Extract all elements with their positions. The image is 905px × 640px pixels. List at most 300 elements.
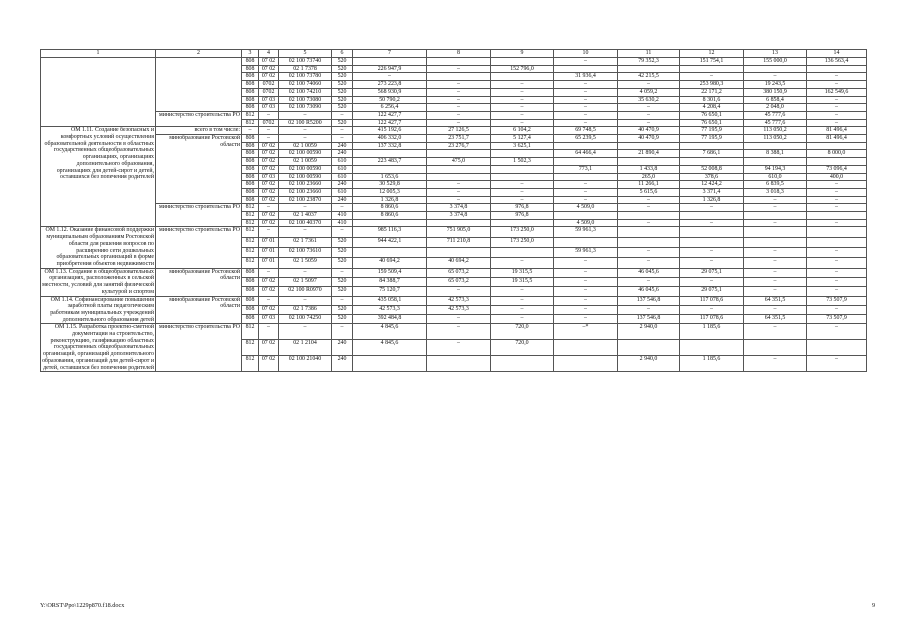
table-cell: 46 045,6 [618,287,680,296]
table-cell: – [554,88,618,96]
table-cell: 12 424,2 [680,181,744,189]
table-cell [427,58,491,66]
measure-title: ОМ 1.12. Оказание финансовой поддержки муниципальным образованиям Ростовской области для решения вопросов по расширению сети дошкольных образовательных организаций в форме приобретения объектов недвижимости [41,227,156,268]
table-cell: 4 509,0 [554,219,618,227]
table-cell: – [618,219,680,227]
table-cell: – [807,73,867,81]
table-cell [680,158,744,166]
table-cell: 45 777,6 [744,111,807,119]
table-cell: – [554,181,618,189]
table-cell: 02 1 7378 [279,65,332,73]
table-cell: 0702 [259,119,279,127]
table-cell: 2 940,0 [618,324,680,340]
table-cell: 07 02 [259,65,279,73]
table-cell: 0702 [259,81,279,89]
table-cell: – [427,104,491,112]
table-cell [353,165,427,173]
table-cell: 812 [242,324,259,340]
table-cell: 07 02 [259,165,279,173]
table-cell: 02 1 5059 [279,258,332,268]
table-cell: – [332,111,353,119]
table-cell: 29 075,1 [680,287,744,296]
table-cell: 808 [242,315,259,324]
measure-title: ОМ 1.15. Разработка проектно-сметной документации на строительство, реконструкцию, газификацию областных государственных общеобразовательных организаций, организаций дополнительного образования, организаций для детей-сирот и детей, оставшихся без попечения родителей [42,324,154,371]
table-cell: 520 [332,119,353,127]
table-cell: 240 [332,340,353,356]
table-cell: 7 686,1 [680,150,744,158]
table-cell: 520 [332,88,353,96]
table-cell: 773,1 [554,165,618,173]
table-cell: 812 [242,340,259,356]
table-cell: – [618,196,680,204]
table-cell: 02 1 4037 [279,212,332,220]
table-cell: – [279,296,332,305]
table-cell: – [807,258,867,268]
table-cell: – [807,104,867,112]
executor-name: минобразование Ростовской области [156,296,242,324]
table-cell: 42 215,5 [618,73,680,81]
table-cell [491,356,554,372]
table-cell: 69 748,5 [554,127,618,135]
column-header: 3 [242,50,259,58]
table-cell: 02 100 23660 [279,181,332,189]
table-cell: 812 [242,248,259,258]
table-cell: 122 427,7 [353,111,427,119]
table-cell [744,227,807,237]
table-cell [744,65,807,73]
table-cell: – [554,287,618,296]
table-cell: 59 961,3 [554,248,618,258]
executor-name: министерство строительства РО [156,324,242,372]
table-cell: – [554,81,618,89]
table-cell: 3 018,3 [744,188,807,196]
table-cell: 378,6 [680,173,744,181]
table-cell: 07 02 [259,340,279,356]
table-cell: 4 208,4 [680,104,744,112]
table-cell: – [807,96,867,104]
table-cell: 812 [242,204,259,212]
table-cell [618,340,680,356]
table-cell: – [807,196,867,204]
table-cell: – [680,248,744,258]
table-cell: 07 02 [259,287,279,296]
table-cell: – [259,324,279,340]
table-cell: 435 058,1 [353,296,427,305]
table-cell: – [680,305,744,314]
table-cell: 64 466,4 [554,150,618,158]
column-header: 2 [156,50,242,58]
table-cell: 40 694,2 [427,258,491,268]
table-cell [618,212,680,220]
table-cell: 808 [242,268,259,277]
table-row [41,268,867,277]
table-cell: – [807,119,867,127]
table-cell: – [259,127,279,135]
table-cell: – [332,204,353,212]
executor-name: министерство строительства РО [156,227,242,268]
column-header: 10 [554,50,618,58]
table-cell: 45 777,6 [744,119,807,127]
table-cell: 520 [332,305,353,314]
table-cell: 07 03 [259,96,279,104]
table-cell: 4 509,0 [554,204,618,212]
table-cell: – [259,227,279,237]
table-cell: 22 171,2 [680,88,744,96]
table-cell: – [618,248,680,258]
table-cell: 07 03 [259,315,279,324]
table-cell: 117 078,6 [680,315,744,324]
table-cell: – [680,204,744,212]
table-cell: 02 1 7386 [279,305,332,314]
table-cell [618,227,680,237]
table-cell [680,65,744,73]
table-cell: 812 [242,258,259,268]
table-cell: 02 100 R5200 [279,119,332,127]
table-cell [353,356,427,372]
table-cell: – [427,315,491,324]
table-cell [554,237,618,247]
column-header: 6 [332,50,353,58]
table-cell [427,150,491,158]
table-cell: 02 1 0059 [279,142,332,150]
table-cell: 07 02 [259,181,279,189]
table-cell: 240 [332,142,353,150]
table-cell: – [353,73,427,81]
table-cell: – [491,296,554,305]
table-cell: 159 509,4 [353,268,427,277]
table-cell [680,212,744,220]
table-cell: 02 1 2104 [279,340,332,356]
table-cell: – [744,287,807,296]
table-cell: 94 194,3 [744,165,807,173]
table-cell: 520 [332,258,353,268]
table-cell: 812 [242,111,259,119]
table-cell: 137 546,8 [618,296,680,305]
table-cell: 520 [332,248,353,258]
table-cell: 07 02 [259,150,279,158]
table-cell: – [554,196,618,204]
table-cell: 29 075,1 [680,268,744,277]
table-cell [491,73,554,81]
table-cell: – [807,287,867,296]
table-cell: – [279,227,332,237]
table-cell: 751 905,0 [427,227,491,237]
table-cell: 808 [242,142,259,150]
table-cell [744,212,807,220]
table-cell: – [427,188,491,196]
table-cell [744,340,807,356]
table-cell [680,142,744,150]
table-cell [807,142,867,150]
table-cell: 8 860,6 [353,204,427,212]
table-cell: 520 [332,237,353,247]
table-cell: 226 947,9 [353,65,427,73]
table-cell: 273 223,8 [353,81,427,89]
table-cell: 985 116,3 [353,227,427,237]
table-cell: 520 [332,104,353,112]
table-cell: – [807,277,867,286]
table-cell: – [618,204,680,212]
table-cell: 02 100 74210 [279,88,332,96]
table-cell: 40 470,9 [618,135,680,143]
table-cell [744,158,807,166]
table-cell: 223 483,7 [353,158,427,166]
table-cell: 808 [242,181,259,189]
table-row [41,296,867,305]
table-cell: – [491,88,554,96]
table-cell [554,65,618,73]
table-cell: 19 315,5 [491,277,554,286]
table-cell [807,212,867,220]
table-cell: – [554,96,618,104]
table-cell: – [427,96,491,104]
table-cell: 40 470,9 [618,127,680,135]
table-cell: – [332,227,353,237]
table-cell: 720,0 [491,340,554,356]
table-cell [427,356,491,372]
table-cell: 02 100 21040 [279,356,332,372]
table-cell: – [618,119,680,127]
table-cell [353,58,427,66]
table-cell [554,212,618,220]
measure-title: ОМ 1.11. Создание безопасных и комфортных условий осуществления образовательной деятельности в областных государственных общеобразовательных организациях, организациях дополнительного образования, организациях для детей-сирот и детей, оставшихся без попечения родителей [41,127,156,227]
table-cell: 42 573,3 [427,305,491,314]
table-cell: – [332,324,353,340]
table-cell: 02 100 74060 [279,81,332,89]
table-cell: 8 000,0 [807,150,867,158]
table-cell: 07 01 [259,248,279,258]
table-cell [554,142,618,150]
table-cell: 520 [332,65,353,73]
table-cell [427,173,491,181]
table-cell: 8 860,6 [353,212,427,220]
table-cell [807,227,867,237]
table-cell: 610,0 [744,173,807,181]
table-cell: 253 980,3 [680,81,744,89]
table-cell: 65 073,2 [427,268,491,277]
table-cell: – [259,268,279,277]
table-cell [618,142,680,150]
table-cell: 6 256,4 [353,104,427,112]
table-cell: – [332,127,353,135]
table-cell: 520 [332,96,353,104]
table-cell [618,158,680,166]
table-cell: 1 185,6 [680,324,744,340]
table-cell: – [491,258,554,268]
table-cell: 02 100 73090 [279,104,332,112]
table-cell: 808 [242,96,259,104]
table-cell: 27 126,5 [427,127,491,135]
table-cell: 808 [242,287,259,296]
measure-title: ОМ 1.13. Создание в общеобразовательных организациях, расположенных в сельской местности, условий для занятий физической культурой и спортом [42,268,154,295]
table-cell: 07 02 [259,58,279,66]
table-cell: – [491,96,554,104]
table-cell: 02 100 73080 [279,96,332,104]
table-cell: – [491,104,554,112]
table-cell [554,356,618,372]
table-cell: 812 [242,119,259,127]
table-cell: – [279,204,332,212]
table-cell: 07 02 [259,142,279,150]
table-row [41,227,867,237]
table-cell: – [332,135,353,143]
table-cell: 02 1 5097 [279,277,332,286]
table-cell: – [807,268,867,277]
table-cell: 0702 [259,88,279,96]
table-cell: 520 [332,277,353,286]
table-cell: 02 100 23870 [279,196,332,204]
table-cell: 520 [332,73,353,81]
table-cell: – [680,258,744,268]
table-cell: 64 351,5 [744,315,807,324]
table-cell: 520 [332,81,353,89]
table-cell: – [332,268,353,277]
table-cell: – [554,188,618,196]
table-cell: 11 266,1 [618,181,680,189]
table-cell [491,219,554,227]
table-cell: – [259,296,279,305]
table-cell: – [807,219,867,227]
table-cell: 155 000,0 [744,58,807,66]
table-cell: – [744,356,807,372]
table-cell: 07 01 [259,258,279,268]
table-cell: 31 936,4 [554,73,618,81]
table-row [41,111,867,119]
table-cell: 1 502,3 [491,158,554,166]
table-cell: 152 796,0 [491,65,554,73]
column-header: 1 [41,50,156,58]
table-cell: – [491,287,554,296]
table-cell: – [807,81,867,89]
table-cell: 02 100 00590 [279,173,332,181]
table-cell: – [427,287,491,296]
table-cell: 42 573,3 [427,296,491,305]
table-cell: 35 630,2 [618,96,680,104]
column-header: 8 [427,50,491,58]
table-cell: – [427,81,491,89]
table-cell: 380 150,9 [744,88,807,96]
table-cell: – [744,305,807,314]
table-cell: 808 [242,88,259,96]
table-cell: – [491,119,554,127]
table-cell: 137 332,8 [353,142,427,150]
table-cell: – [259,111,279,119]
table-cell: 113 050,2 [744,135,807,143]
table-cell: – [807,356,867,372]
table-cell: – [744,324,807,340]
table-cell: 610 [332,165,353,173]
table-cell: – [618,277,680,286]
table-cell: 808 [242,104,259,112]
table-cell: – [744,73,807,81]
table-cell: – [427,340,491,356]
table-cell: 2 940,0 [618,356,680,372]
table-cell: 76 650,1 [680,111,744,119]
table-cell: – [427,119,491,127]
table-cell: 610 [332,173,353,181]
table-cell: 21 890,4 [618,150,680,158]
table-cell: 02 100 73740 [279,58,332,66]
table-cell: – [279,268,332,277]
table-cell: 808 [242,277,259,286]
table-cell: – [427,88,491,96]
table-cell: 1 326,8 [353,196,427,204]
table-cell: 73 507,9 [807,296,867,305]
table-cell [554,173,618,181]
table-cell: – [554,315,618,324]
table-cell: 3 371,4 [680,188,744,196]
table-cell: 6 839,5 [744,181,807,189]
page-number: 9 [872,602,876,609]
table-cell [680,237,744,247]
table-cell [618,237,680,247]
table-cell: 808 [242,196,259,204]
table-cell: 4 845,6 [353,324,427,340]
table-cell [491,248,554,258]
table-cell: – [744,277,807,286]
table-cell: 808 [242,296,259,305]
column-header: 5 [279,50,332,58]
table-cell: – [744,248,807,258]
table-cell: 07 01 [259,237,279,247]
table-cell [807,340,867,356]
table-cell: 808 [242,65,259,73]
table-cell: 808 [242,188,259,196]
table-cell: – [259,204,279,212]
table-cell: 808 [242,173,259,181]
table-cell: 02 1 7361 [279,237,332,247]
table-cell [491,58,554,66]
table-cell: 151 754,1 [680,58,744,66]
table-cell: 5 127,4 [491,135,554,143]
table-cell: – [744,196,807,204]
table-cell [680,227,744,237]
table-cell: 3 625,1 [491,142,554,150]
table-cell [353,219,427,227]
table-cell: 240 [332,356,353,372]
table-cell: 568 930,9 [353,88,427,96]
table-cell: 07 03 [259,173,279,181]
table-cell: 6 858,4 [744,96,807,104]
table-cell: 240 [332,196,353,204]
table-cell: 711 210,8 [427,237,491,247]
table-cell: – [491,111,554,119]
table-cell: 73 507,9 [807,315,867,324]
table-cell: 2 048,0 [744,104,807,112]
table-row [41,324,867,340]
table-cell: 1 326,8 [680,196,744,204]
table-cell: 265,0 [618,173,680,181]
table-cell: 07 02 [259,277,279,286]
table-cell: – [680,277,744,286]
table-cell: – [491,181,554,189]
table-cell: 65 073,2 [427,277,491,286]
table-cell: 1 433,8 [618,165,680,173]
table-cell: 610 [332,158,353,166]
table-cell: 02 100 74250 [279,315,332,324]
table-cell: –* [554,324,618,340]
table-cell [427,165,491,173]
table-cell: 52 008,8 [680,165,744,173]
table-cell: – [618,81,680,89]
table-cell: 117 078,6 [680,296,744,305]
column-header: 7 [353,50,427,58]
measure-title [41,58,156,127]
table-cell [491,165,554,173]
table-cell: 720,0 [491,324,554,340]
table-cell: 137 546,8 [618,315,680,324]
table-cell: 40 694,2 [353,258,427,268]
